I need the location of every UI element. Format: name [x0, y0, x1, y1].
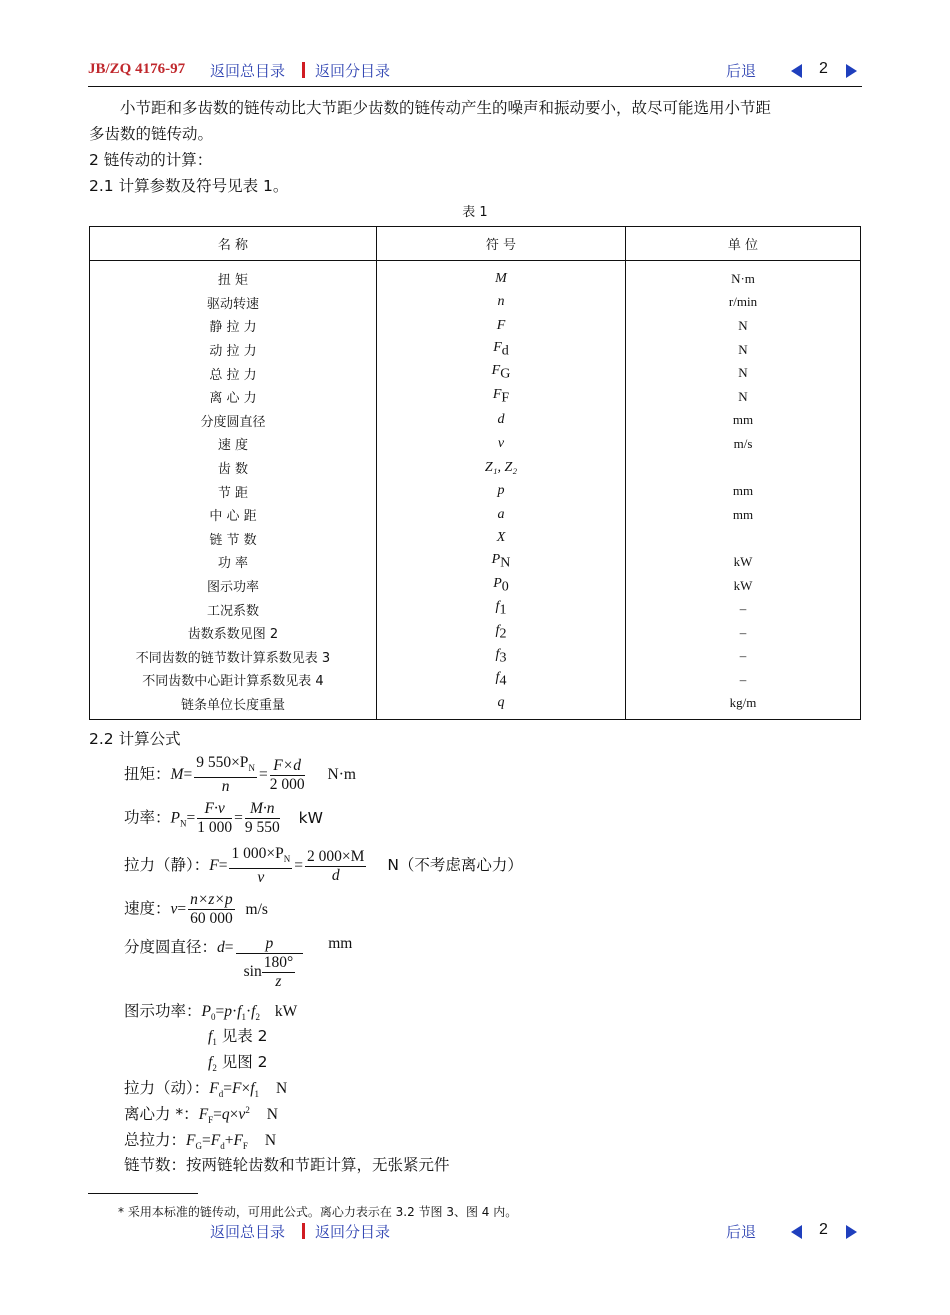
- header-rule: [88, 86, 862, 87]
- param-name: 静 拉 力: [209, 320, 257, 336]
- table-header-row: [90, 227, 861, 261]
- param-name: 不同齿数中心距计算系数见表 4: [142, 674, 324, 690]
- f2-note: $f_2$ 见图 2: [208, 1053, 268, 1074]
- param-unit: N·m: [626, 261, 861, 291]
- param-symbol: n: [377, 291, 626, 315]
- table-row: [90, 479, 861, 503]
- param-name: 不同齿数的链节数计算系数见表 3: [135, 650, 331, 666]
- param-name: 链条单位长度重量: [180, 697, 285, 713]
- back-to-main-toc-link[interactable]: 返回总目录: [210, 62, 286, 80]
- param-name: 离 心 力: [209, 391, 257, 407]
- param-symbol: d: [377, 409, 626, 433]
- param-unit: N: [626, 314, 861, 338]
- nav-separator-bottom: [302, 1223, 305, 1239]
- table-row: [90, 574, 861, 598]
- page-number-bottom: 2: [819, 1221, 828, 1238]
- param-symbol: M: [377, 261, 626, 291]
- param-unit: kg/m: [626, 692, 861, 720]
- param-name: 速 度: [217, 438, 249, 454]
- prev-page-icon[interactable]: [791, 64, 802, 78]
- nav-separator: [302, 62, 305, 78]
- section-2-1-heading: 2.1 计算参数及符号见表 1。: [89, 177, 289, 195]
- param-name: 总 拉 力: [209, 367, 257, 383]
- param-symbol: $F_F$: [377, 385, 626, 409]
- chain-links-text: 链节数：按两链轮齿数和节距计算，无张紧元件: [124, 1156, 450, 1174]
- param-name: 链 节 数: [209, 532, 257, 548]
- section-2-heading: 2 链传动的计算：: [89, 151, 213, 169]
- param-unit: mm: [626, 409, 861, 433]
- param-unit: r/min: [626, 291, 861, 315]
- param-unit: N: [626, 361, 861, 385]
- param-symbol: q: [377, 692, 626, 720]
- static-tension-formula: 拉力（静）：F= $\frac{1 000\times P_N}{v}$ = $\frac{2 000\times M}{d}$ N（不考虑离心力）: [124, 845, 523, 887]
- back-to-main-toc-link-bottom[interactable]: 返回总目录: [210, 1223, 286, 1241]
- param-unit: kW: [626, 550, 861, 574]
- page-number: 2: [819, 60, 828, 77]
- table-row: [90, 597, 861, 621]
- param-name: 驱动转速: [206, 296, 259, 312]
- centrifugal-force-formula: 离心力 *：$F_F=q\times v^2$ N: [124, 1104, 278, 1126]
- table-row: [90, 621, 861, 645]
- param-symbol: $F_d$: [377, 338, 626, 362]
- param-unit: N: [626, 385, 861, 409]
- param-symbol: a: [377, 503, 626, 527]
- param-name: 中 心 距: [209, 509, 257, 525]
- standard-number: JB/ZQ 4176-97: [88, 61, 186, 77]
- bottom-nav: [88, 1220, 862, 1244]
- param-symbol: $f_4$: [377, 668, 626, 692]
- param-symbol: F: [377, 314, 626, 338]
- col-header-symbol: 符 号: [377, 227, 626, 261]
- back-link[interactable]: 后退: [726, 62, 757, 80]
- param-symbol: $P_N$: [377, 550, 626, 574]
- intro-line-2: 多齿数的链传动。: [89, 125, 214, 143]
- param-symbol: p: [377, 479, 626, 503]
- table-row: [90, 291, 861, 315]
- param-unit: [626, 456, 861, 480]
- param-symbol: $f_3$: [377, 645, 626, 669]
- parameter-table: [89, 226, 861, 720]
- col-header-name: 名 称: [90, 227, 377, 261]
- param-unit: mm: [626, 503, 861, 527]
- table-row: [90, 385, 861, 409]
- param-name: 工况系数: [206, 603, 259, 619]
- table-row: [90, 261, 861, 291]
- footnote: * 采用本标准的链传动，可用此公式。离心力表示在 3.2 节图 3、图 4 内。: [118, 1205, 518, 1219]
- param-symbol: X: [377, 527, 626, 551]
- table-row: [90, 314, 861, 338]
- param-unit: –: [626, 645, 861, 669]
- footnote-rule: [88, 1193, 198, 1194]
- col-header-unit: 单 位: [626, 227, 861, 261]
- torque-formula: 扭矩：M= $\frac{9 550\times P_N}{n}$ = $\frac{F\times d}{2 000}$ N·m: [124, 754, 356, 796]
- param-symbol: $f_2$: [377, 621, 626, 645]
- intro-line-1: 小节距和多齿数的链传动比大节距少齿数的链传动产生的噪声和振动要小，故尽可能选用小节距: [120, 99, 772, 117]
- param-name: 图示功率: [206, 580, 259, 596]
- param-unit: m/s: [626, 432, 861, 456]
- chart-power-formula: 图示功率：$P_0=p\cdot f_1\cdot f_2$ kW: [124, 1002, 298, 1023]
- param-symbol: $F_G$: [377, 361, 626, 385]
- param-name: 动 拉 力: [209, 344, 257, 360]
- param-unit: –: [626, 597, 861, 621]
- table-row: [90, 456, 861, 480]
- param-unit: mm: [626, 479, 861, 503]
- section-2-2-heading: 2.2 计算公式: [89, 730, 181, 748]
- table-row: [90, 432, 861, 456]
- param-unit: N: [626, 338, 861, 362]
- pitch-diameter-formula: 分度圆直径：d= p sin $\frac{180^\circ}{z}$ mm: [124, 935, 353, 990]
- table-caption: 表 1: [462, 205, 488, 220]
- back-link-bottom[interactable]: 后退: [726, 1223, 757, 1241]
- speed-formula: 速度：v= $\frac{n\times z\times p}{60 000}$ m/s: [124, 891, 268, 927]
- param-name: 齿 数: [217, 462, 249, 478]
- param-unit: [626, 527, 861, 551]
- back-to-sub-toc-link[interactable]: 返回分目录: [315, 62, 391, 80]
- table-row: [90, 550, 861, 574]
- power-formula: 功率：$P_N=$ $\frac{F\cdot v}{1 000}$ = $\frac{M\cdot n}{9 550}$ kW: [124, 800, 323, 836]
- table-row: [90, 361, 861, 385]
- table-row: [90, 692, 861, 720]
- param-symbol: Z₁, Z₂: [377, 456, 626, 480]
- back-to-sub-toc-link-bottom[interactable]: 返回分目录: [315, 1223, 391, 1241]
- param-symbol: $f_1$: [377, 597, 626, 621]
- param-symbol: $P_0$: [377, 574, 626, 598]
- top-nav: [88, 59, 862, 83]
- table-row: [90, 645, 861, 669]
- next-page-icon[interactable]: [846, 64, 857, 78]
- table-row: [90, 503, 861, 527]
- param-name: 分度圆直径: [200, 414, 266, 430]
- prev-page-icon-bottom[interactable]: [791, 1225, 802, 1239]
- param-unit: kW: [626, 574, 861, 598]
- param-name: 扭 矩: [217, 273, 249, 289]
- table-row: [90, 409, 861, 433]
- param-unit: –: [626, 621, 861, 645]
- param-name: 节 距: [217, 485, 249, 501]
- param-symbol: v: [377, 432, 626, 456]
- table-row: [90, 668, 861, 692]
- param-unit: –: [626, 668, 861, 692]
- next-page-icon-bottom[interactable]: [846, 1225, 857, 1239]
- table-row: [90, 338, 861, 362]
- param-name: 功 率: [217, 556, 249, 572]
- total-tension-formula: 总拉力：$F_G=F_d+F_F$ N: [124, 1131, 277, 1152]
- param-name: 齿数系数见图 2: [187, 627, 279, 643]
- dynamic-tension-formula: 拉力（动）：$F_d=F\times f_1$ N: [124, 1079, 288, 1100]
- table-row: [90, 527, 861, 551]
- table-body: [90, 261, 861, 720]
- f1-note: $f_1$ 见表 2: [208, 1027, 268, 1048]
